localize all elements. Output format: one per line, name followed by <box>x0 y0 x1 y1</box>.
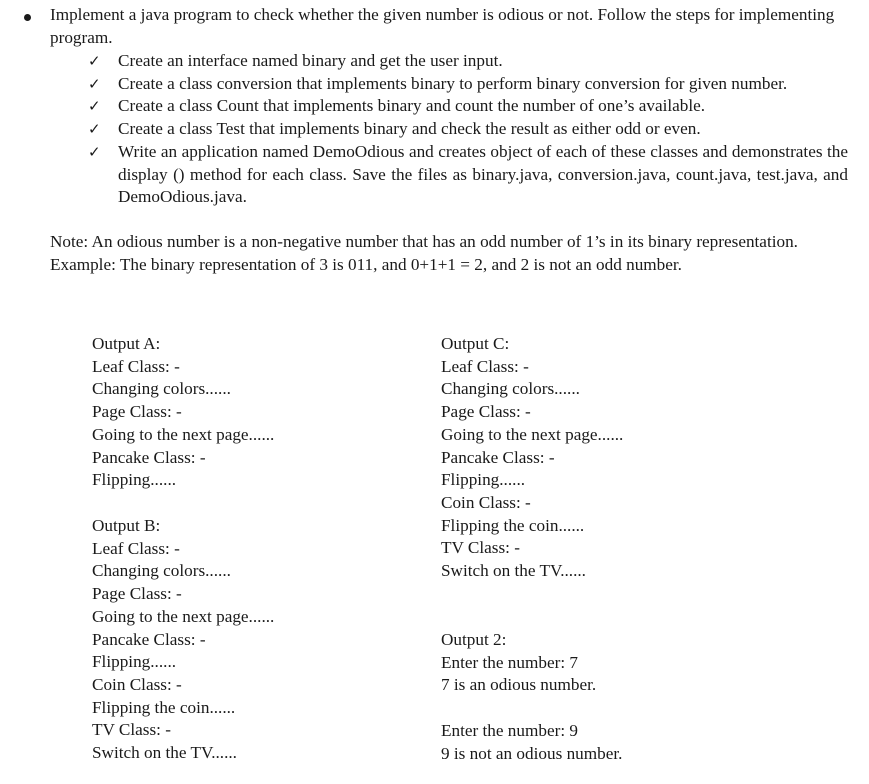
output-line: Output 2: <box>441 630 507 649</box>
step-item: ✓ Create a class Test that implements binary and check the result as either odd or even. <box>88 118 848 141</box>
output-b-block <box>92 515 274 765</box>
output-line: Coin Class: - <box>441 492 531 512</box>
output-line: TV Class: - <box>92 720 171 740</box>
output-line: Page Class: - <box>441 402 531 422</box>
output-line: Pancake Class: - <box>92 629 206 649</box>
output-line: Coin Class: - <box>92 674 182 694</box>
checkmark-icon: ✓ <box>88 97 101 116</box>
output-line: 7 is an odious number. <box>441 675 597 695</box>
output-line: Leaf Class: - <box>92 356 180 376</box>
output-line: 9 is not an odious number. <box>441 743 623 763</box>
output-line: Switch on the TV...... <box>441 561 586 581</box>
step-item: ✓ Write an application named DemoOdious and creates object of each of these classes and demonstrates the display () method for each class. Save the files as binary.java, conversion.java, count.java, test.java, and DemoOdious.java. <box>88 141 848 207</box>
output-line: Pancake Class: - <box>441 447 555 467</box>
output-c-block <box>441 333 623 583</box>
example-text: Example: The binary representation of 3 is 011, and 0+1+1 = 2, and 2 is not an odd number. <box>50 254 682 274</box>
note-section <box>50 231 840 276</box>
output-line: Output C: <box>441 334 510 353</box>
output-line: Output B: <box>92 516 161 535</box>
output-line: Going to the next page...... <box>441 424 624 444</box>
steps-list <box>88 50 848 209</box>
output-line: Page Class: - <box>92 584 182 604</box>
output-2-block <box>441 629 596 697</box>
step-item: ✓ Create a class conversion that implements binary to perform binary conversion for given number. <box>88 73 848 96</box>
output-line: TV Class: - <box>441 538 520 558</box>
output-line: Changing colors...... <box>92 561 231 581</box>
output-line: Flipping...... <box>92 652 177 672</box>
output-line: Flipping the coin...... <box>92 697 236 717</box>
output-line: Enter the number: 7 <box>441 652 578 672</box>
output-line: Flipping...... <box>92 470 177 490</box>
checkmark-icon: ✓ <box>88 142 101 161</box>
step-item: ✓ Create a class Count that implements binary and count the number of one’s available. <box>88 95 848 118</box>
output-line: Output A: <box>92 334 161 353</box>
output-line: Changing colors...... <box>92 379 231 399</box>
note-text: Note: An odious number is a non-negative number that has an odd number of 1’s in its binary representation. <box>50 232 798 251</box>
output-line: Enter the number: 9 <box>441 721 578 740</box>
output-2-second-run <box>441 720 622 765</box>
output-line: Going to the next page...... <box>92 606 275 626</box>
step-item: ✓ Create an interface named binary and get the user input. <box>88 50 848 73</box>
output-line: Leaf Class: - <box>92 538 180 558</box>
task-intro: Implement a java program to check whether the given number is odious or not. Follow the steps for implementing program. <box>50 5 835 47</box>
output-a-block <box>92 333 274 492</box>
checkmark-icon: ✓ <box>88 120 101 139</box>
output-line: Page Class: - <box>92 402 182 422</box>
checkmark-icon: ✓ <box>88 74 101 93</box>
output-line: Flipping...... <box>441 470 526 490</box>
output-line: Pancake Class: - <box>92 447 206 467</box>
output-line: Flipping the coin...... <box>441 515 585 535</box>
output-line: Going to the next page...... <box>92 424 275 444</box>
checkmark-icon: ✓ <box>88 52 101 70</box>
output-line: Leaf Class: - <box>441 356 529 376</box>
bullet-dot <box>24 14 31 21</box>
output-line: Switch on the TV...... <box>92 743 237 763</box>
output-line: Changing colors...... <box>441 379 580 399</box>
